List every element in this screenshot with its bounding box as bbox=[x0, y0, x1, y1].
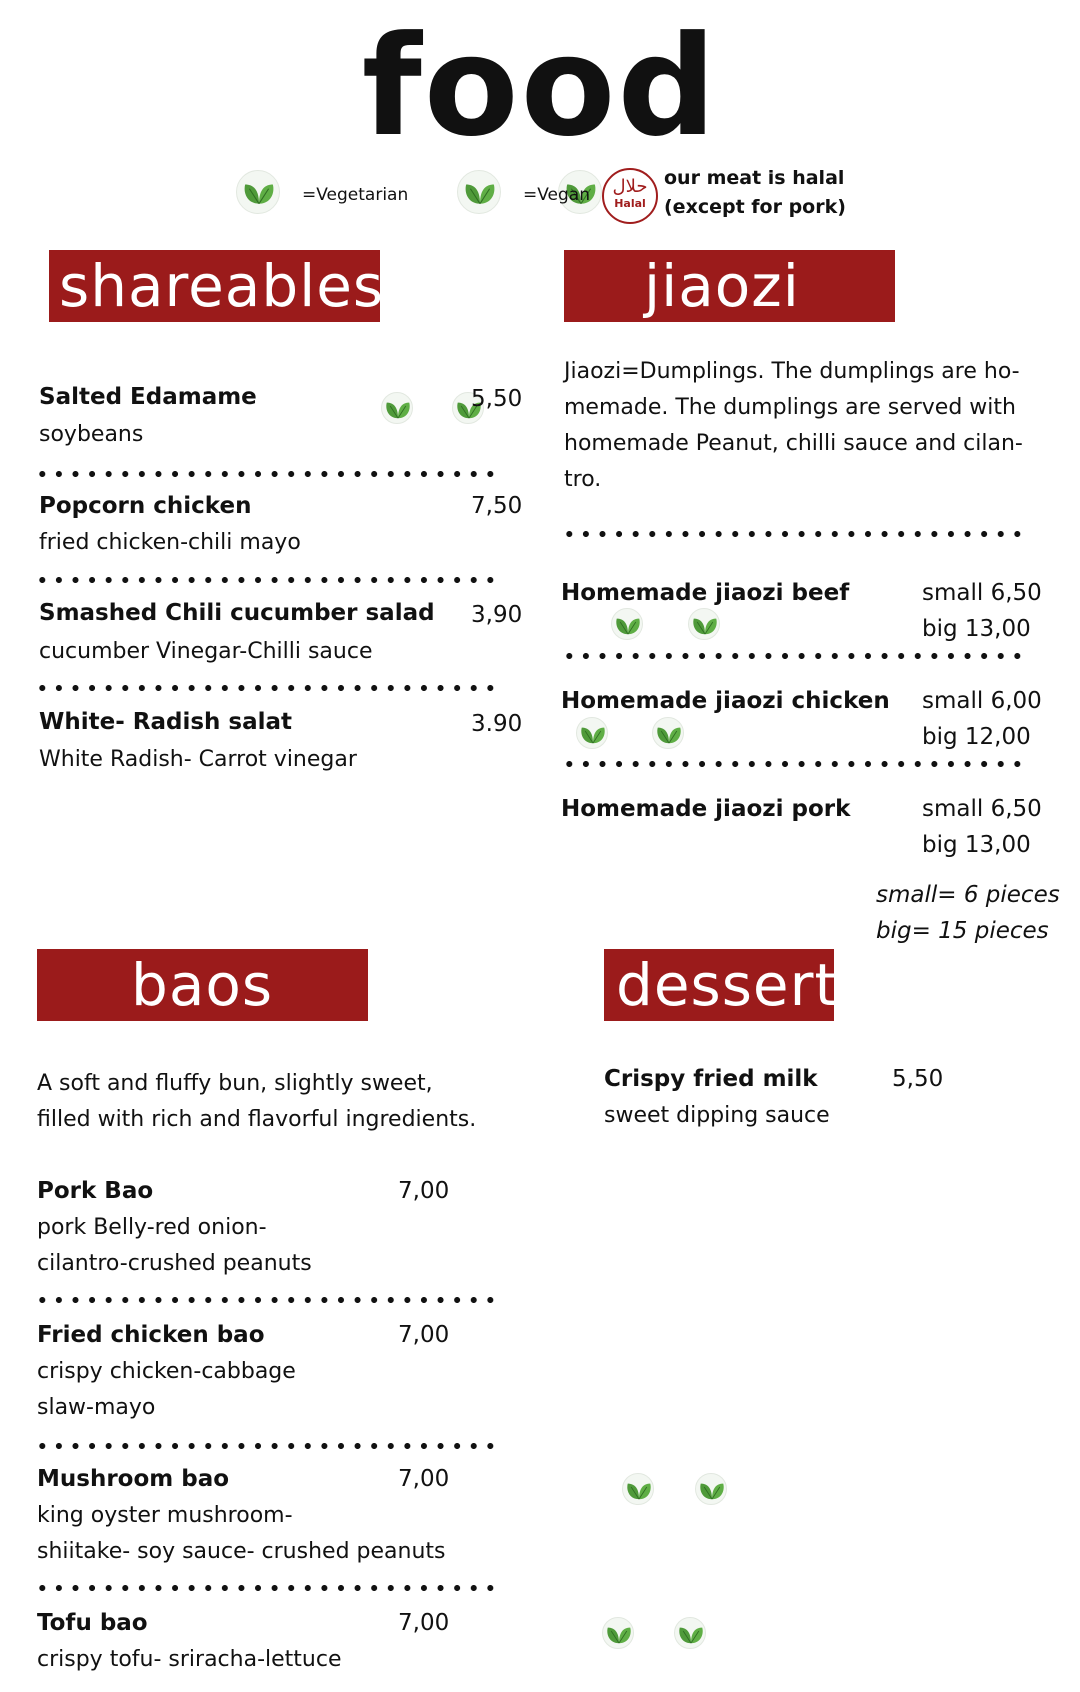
menu-item-price: 5,50 bbox=[892, 1066, 944, 1092]
menu-item-price-big: big 13,00 bbox=[922, 616, 1031, 642]
menu-item-desc: fried chicken-chili mayo bbox=[39, 530, 301, 555]
menu-item-price: 7,00 bbox=[398, 1610, 450, 1636]
halal-note-line1: our meat is halal bbox=[664, 167, 845, 189]
menu-item-name: Crispy fried milk bbox=[604, 1066, 818, 1092]
dotted-divider bbox=[34, 1584, 500, 1592]
halal-badge-text: Halal bbox=[614, 197, 646, 210]
baos-heading: baos bbox=[37, 949, 368, 1021]
menu-item-price: 7,00 bbox=[398, 1466, 450, 1492]
menu-item-name: Pork Bao bbox=[37, 1178, 154, 1204]
menu-item-name: Homemade jiaozi chicken bbox=[561, 688, 890, 714]
vegetarian-legend-label: =Vegetarian bbox=[302, 185, 409, 205]
halal-badge-icon bbox=[602, 168, 658, 224]
baos-intro-line: A soft and fluffy bun, slightly sweet, bbox=[37, 1071, 433, 1096]
page-title: food bbox=[361, 6, 719, 167]
halal-arabic-text: حلال bbox=[612, 176, 648, 197]
dotted-divider bbox=[561, 760, 1027, 768]
menu-item-desc: shiitake- soy sauce- crushed peanuts bbox=[37, 1539, 446, 1564]
menu-item-name: Smashed Chili cucumber salad bbox=[39, 600, 435, 626]
menu-item-desc: slaw-mayo bbox=[37, 1395, 156, 1420]
vegan-leaf-icon bbox=[622, 1473, 654, 1505]
vegan-leaf-icon bbox=[381, 392, 413, 424]
menu-item-price-small: small 6,50 bbox=[922, 580, 1042, 606]
menu-item-desc: sweet dipping sauce bbox=[604, 1103, 830, 1128]
menu-item-name: White- Radish salat bbox=[39, 709, 293, 735]
menu-item-name: Tofu bao bbox=[37, 1610, 148, 1636]
menu-item-desc: cucumber Vinegar-Chilli sauce bbox=[39, 639, 373, 664]
jiaozi-intro-line: Jiaozi=Dumplings. The dumplings are ho- bbox=[564, 359, 1020, 384]
size-note-big: big= 15 pieces bbox=[876, 918, 1049, 944]
dotted-divider bbox=[34, 1442, 500, 1450]
menu-item-price-small: small 6,50 bbox=[922, 796, 1042, 822]
dotted-divider bbox=[34, 684, 500, 692]
jiaozi-intro-line: homemade Peanut, chilli sauce and cilan- bbox=[564, 431, 1023, 456]
size-note bbox=[876, 877, 1060, 949]
menu-item-price: 7,50 bbox=[471, 493, 523, 519]
dotted-divider bbox=[34, 1296, 500, 1304]
menu-item-price-small: small 6,00 bbox=[922, 688, 1042, 714]
menu-item-price: 7,00 bbox=[398, 1322, 450, 1348]
menu-item-desc: cilantro-crushed peanuts bbox=[37, 1251, 312, 1276]
jiaozi-intro-line: tro. bbox=[564, 467, 602, 492]
menu-item-name: Homemade jiaozi pork bbox=[561, 796, 851, 822]
menu-item-desc: soybeans bbox=[39, 422, 144, 447]
menu-item-price: 3,90 bbox=[471, 602, 523, 628]
shareables-heading: shareables bbox=[49, 250, 380, 322]
dotted-divider bbox=[34, 470, 500, 478]
baos-intro-line: filled with rich and flavorful ingredients. bbox=[37, 1107, 477, 1132]
menu-item-name: Homemade jiaozi beef bbox=[561, 580, 850, 606]
jiaozi-heading: jiaozi bbox=[564, 250, 895, 322]
vegan-leaf-icon bbox=[695, 1473, 727, 1505]
dotted-divider bbox=[561, 652, 1027, 660]
size-note-small: small= 6 pieces bbox=[876, 882, 1060, 908]
dotted-divider bbox=[34, 576, 500, 584]
vegetarian-leaf-icon bbox=[236, 170, 280, 214]
menu-item-name: Salted Edamame bbox=[39, 384, 257, 410]
vegan-leaf-icon bbox=[674, 1617, 706, 1649]
menu-item-price: 5,50 bbox=[471, 386, 523, 412]
menu-item-desc: crispy chicken-cabbage bbox=[37, 1359, 296, 1384]
jiaozi-intro bbox=[564, 354, 1023, 498]
menu-item-desc: king oyster mushroom- bbox=[37, 1503, 293, 1528]
menu-item-name: Mushroom bao bbox=[37, 1466, 230, 1492]
menu-item-desc: crispy tofu- sriracha-lettuce bbox=[37, 1647, 342, 1672]
menu-item-price-big: big 13,00 bbox=[922, 832, 1031, 858]
menu-item-name: Fried chicken bao bbox=[37, 1322, 265, 1348]
jiaozi-intro-line: memade. The dumplings are served with bbox=[564, 395, 1016, 420]
halal-note bbox=[664, 164, 846, 222]
halal-note-line2: (except for pork) bbox=[664, 196, 846, 218]
vegan-leaf-icon bbox=[576, 717, 608, 749]
vegan-leaf-icon bbox=[457, 170, 501, 214]
dessert-heading: dessert bbox=[604, 949, 834, 1021]
menu-item-name: Popcorn chicken bbox=[39, 493, 252, 519]
vegan-leaf-icon bbox=[652, 717, 684, 749]
dotted-divider bbox=[561, 530, 1027, 538]
menu-item-price: 7,00 bbox=[398, 1178, 450, 1204]
menu-item-desc: White Radish- Carrot vinegar bbox=[39, 747, 357, 772]
menu-item-price: 3.90 bbox=[471, 711, 523, 737]
vegan-leaf-icon bbox=[602, 1617, 634, 1649]
vegan-legend-label: =Vegan bbox=[523, 185, 590, 205]
menu-item-desc: pork Belly-red onion- bbox=[37, 1215, 267, 1240]
vegan-leaf-icon bbox=[688, 608, 720, 640]
menu-item-price-big: big 12,00 bbox=[922, 724, 1031, 750]
baos-intro bbox=[37, 1066, 476, 1138]
vegan-leaf-icon bbox=[611, 608, 643, 640]
